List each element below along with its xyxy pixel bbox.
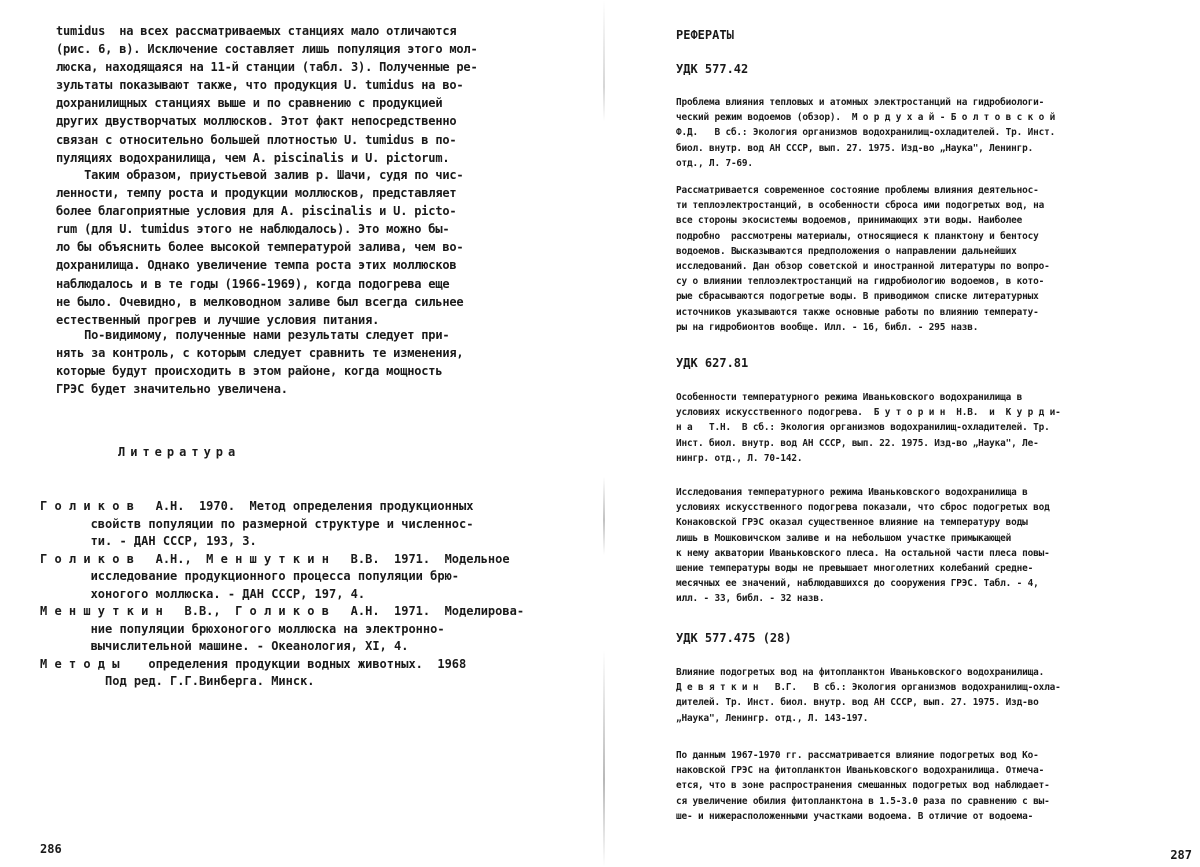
- reference-item: М е н ш у т к и н В.В., Г о л и к о в А.Н. 1971. Моделирова- ние популяции брюхоногого моллюска на электронно- вычислительной машине. - Океанология, XI, 4.: [40, 604, 525, 653]
- udk-heading: УДК 577.42: [676, 62, 749, 76]
- right-page: [608, 0, 1200, 867]
- body-paragraph-1: tumidus на всех рассматриваемых станциях мало отличаются (рис. 6, в). Исключение составляет лишь популяция этого мол- люска, находящаяся на 11-й станции (табл. 3). Полученные ре- зультаты показывают также, что продукция U. tumidus на во- дохранилищных станциях выше и по сравнению с продукцией других двустворчатых моллюсков. Этот факт непосредственно связан с относительно большей плотностью U. tumidus в по- пуляциях водохранилища, чем A. piscinalis и U. pictorum.: [56, 24, 478, 165]
- entry-citation: Проблема влияния тепловых и атомных электростанций на гидробиологи- ческий режим водоемов (обзор). М о р д у х а й - Б о л т о в с к о й Ф.Д. В сб.: Экология организмов водохранилищ-охладителей. Тр. Инст. биол. внутр. вод АН СССР, вып. 27. 1975. Изд-во „Наука", Ленингр. отд., Л. 7-69.: [676, 97, 1056, 169]
- reference-item: Г о л и к о в А.Н. 1970. Метод определения продукционных свойств популяции по размерной структуре и численнос- ти. - ДАН СССР, 193, 3.: [40, 499, 474, 548]
- literature-heading: Литература: [118, 445, 241, 459]
- page-number-right: 287: [1170, 848, 1192, 862]
- body-paragraph-3: По-видимому, полученные нами результаты следует при- нять за контроль, с которым следует сравнить те изменения, которые будут происходить в этом районе, когда мощность ГРЭС будет значительно увеличена.: [56, 328, 464, 397]
- entry-abstract: По данным 1967-1970 гг. рассматривается влияние подогретых вод Ко- наковской ГРЭС на фитопланктон Иваньковского водохранилища. Отмеча- ется, что в зоне распространения смешанных подогретых вод наблюдает- ся увеличение обилия фитопланктона в 1.5-3.0 раза по сравнению с вы- ше- и нижерасположенными участками водоема. В отличие от водоема-: [676, 750, 1050, 822]
- entry-citation: Влияние подогретых вод на фитопланктон Иваньковского водохранилища. Д е в я т к и н В.Г. В сб.: Экология организмов водохранилищ-охла- дителей. Тр. Инст. биол. внутр. вод АН СССР, вып. 27. 1975. Изд-во „Наука", Ленингр. отд., Л. 143-197.: [676, 667, 1061, 724]
- entry-citation: Особенности температурного режима Иваньковского водохранилища в условиях искусственного подогрева. Б у т о р и н Н.В. и К у р д и- н а Т.Н. В сб.: Экология организмов водохранилищ-охладителей. Тр. Инст. биол. внутр. вод АН СССР, вып. 22. 1975. Изд-во „Наука", Ле- нингр. отд., Л. 70-142.: [676, 392, 1061, 464]
- udk-heading: УДК 627.81: [676, 356, 749, 370]
- reference-item: М е т о д ы определения продукции водных животных. 1968 Под ред. Г.Г.Винберга. Минск.: [40, 656, 467, 688]
- entry-abstract: Исследования температурного режима Иваньковского водохранилища в условиях искусственного подогрева показали, что сброс подогретых вод Конаковской ГРЭС оказал существенное влияние на температуру воды лишь в Мошковичском заливе и на небольшом участке примыкающей к нему акватории Иваньковского плеса. На остальной части плеса повы- шение температуры воды не превышает многолетних колебаний средне- месячных ее значений, наблюдавшихся до сооружения ГРЭС. Табл. - 4, илл. - 33, библ. - 32 назв.: [676, 487, 1050, 605]
- book-gutter: [603, 0, 605, 867]
- section-title: РЕФЕРАТЫ: [676, 28, 734, 42]
- udk-heading: УДК 577.475 (28): [676, 631, 792, 645]
- reference-item: Г о л и к о в А.Н., М е н ш у т к и н В.В. 1971. Модельное исследование продукционного процесса популяции брю- хоногого моллюска. - ДАН СССР, 197, 4.: [40, 551, 510, 601]
- body-paragraph-2: Таким образом, приустьевой залив р. Шачи, судя по чис- ленности, темпу роста и продукции моллюсков, представляет более благоприятные условия для A. piscinalis и U. picto- rum (для U. tumidus этого не наблюдалось). Это можно бы- ло бы объяснить более высокой температурой залива, чем во- дохранилища. Однако увеличение темпа роста этих моллюсков наблюдалось и в те годы (1966-1969), когда подогрева еще не было. Очевидно, в мелководном заливе был всегда сильнее естественный прогрев и лучшие условия питания.: [56, 168, 464, 327]
- page-number-left: 286: [40, 842, 62, 856]
- reference-list: [40, 498, 524, 691]
- entry-abstract: Рассматривается современное состояние проблемы влияния деятельнос- ти теплоэлектростанций, в особенности сброса ими подогретых вод, на все стороны экосистемы водоемов, принимающих эти воды. Наиболее подробно рассмотрены материалы, относящиеся к планктону и бентосу водоемов. Высказываются предположения о направлении дальнейших исследований. Дан обзор советской и иностранной литературы по вопро- су о влиянии теплоэлектростанций на гидробиологию водоемов, в кото- рые сбрасываются подогретые воды. В приводимом списке литературных источников указываются также основные работы по влиянию температу- ры на гидробионтов вообще. Илл. - 16, библ. - 295 назв.: [676, 185, 1050, 333]
